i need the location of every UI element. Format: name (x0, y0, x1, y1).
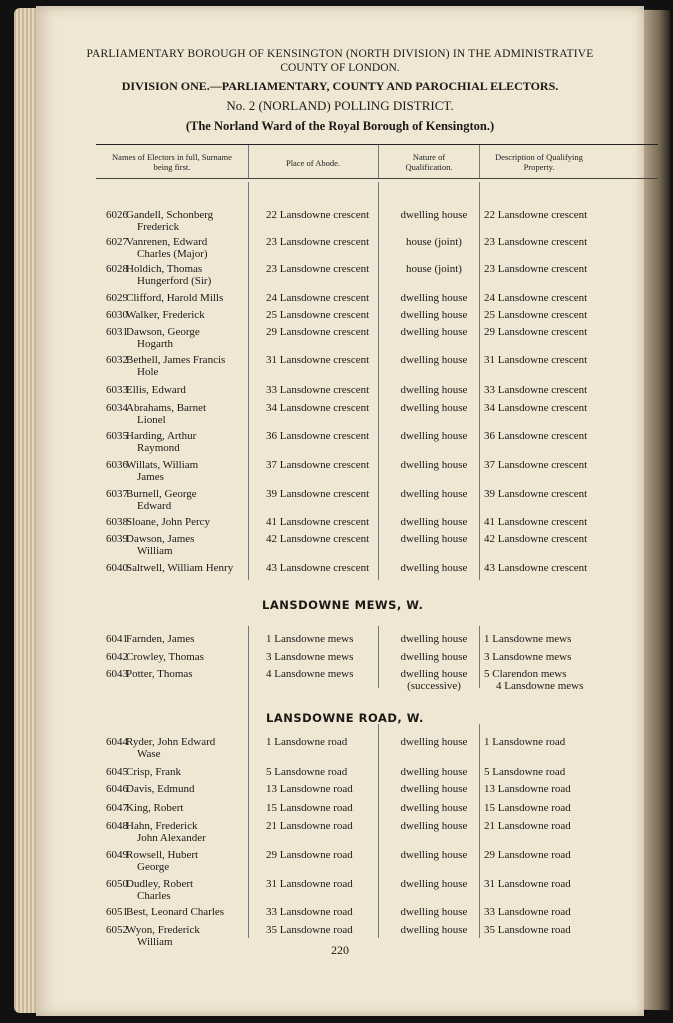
nature-of-qualification: house (joint) (406, 236, 462, 248)
nature-of-qualification-continued: (successive) (407, 680, 461, 692)
column-divider (248, 182, 249, 580)
column-divider (248, 626, 249, 688)
nature-of-qualification: dwelling house (400, 516, 468, 528)
qualifying-property: 15 Lansdowne road (484, 802, 571, 814)
place-of-abode: 41 Lansdowne crescent (266, 516, 370, 528)
nature-of-qualification: dwelling house (400, 906, 468, 918)
column-divider (248, 688, 249, 938)
place-of-abode: 15 Lansdowne road (266, 802, 353, 814)
elector-number: 6050 (106, 878, 128, 890)
elector-name: Dawson, James (126, 533, 195, 545)
page-number: 220 (331, 943, 349, 957)
header-line-polling-district: No. 2 (NORLAND) POLLING DISTRICT. (226, 98, 454, 113)
elector-name-continued: Hogarth (137, 338, 174, 350)
qualifying-property: 39 Lansdowne crescent (484, 488, 588, 500)
qualifying-property: 1 Lansdowne mews (484, 633, 572, 645)
qualifying-property: 43 Lansdowne crescent (484, 562, 588, 574)
qualifying-property: 25 Lansdowne crescent (484, 309, 588, 321)
elector-name: Holdich, Thomas (126, 263, 203, 275)
nature-of-qualification: dwelling house (400, 326, 468, 338)
column-divider (378, 724, 379, 938)
nature-of-qualification: dwelling house (400, 533, 468, 545)
qualifying-property: 3 Lansdowne mews (484, 651, 572, 663)
col-divider-1 (248, 145, 249, 178)
qualifying-property: 34 Lansdowne crescent (484, 402, 588, 414)
elector-number: 6035 (106, 430, 128, 442)
place-of-abode: 23 Lansdowne crescent (266, 236, 370, 248)
elector-name-continued: Wase (137, 748, 161, 760)
elector-name-continued: George (137, 861, 170, 873)
col-header-nature: Nature of Qualification. (405, 152, 453, 172)
nature-of-qualification: dwelling house (400, 209, 468, 221)
elector-number: 6026 (106, 209, 128, 221)
elector-name: Best, Leonard Charles (126, 906, 225, 918)
nature-of-qualification: dwelling house (400, 924, 468, 936)
place-of-abode: 21 Lansdowne road (266, 820, 353, 832)
elector-number: 6030 (106, 309, 128, 321)
elector-number: 6037 (106, 488, 128, 500)
elector-number: 6036 (106, 459, 128, 471)
col-header-names: Names of Electors in full, Surname being first. (112, 152, 232, 172)
elector-number: 6039 (106, 533, 128, 545)
place-of-abode: 5 Lansdowne road (266, 766, 348, 778)
nature-of-qualification: dwelling house (400, 488, 468, 500)
elector-number: 6041 (106, 633, 128, 645)
register-page (36, 6, 644, 1016)
elector-name-continued: William (137, 545, 173, 557)
header-line-division: DIVISION ONE.—PARLIAMENTARY, COUNTY AND PAROCHIAL ELECTORS. (121, 79, 559, 93)
book-binding-edge (642, 10, 670, 1010)
qualifying-property: 5 Lansdowne road (484, 766, 566, 778)
nature-of-qualification: house (joint) (406, 263, 462, 275)
qualifying-property: 13 Lansdowne road (484, 783, 571, 795)
elector-name: Davis, Edmund (126, 783, 195, 795)
place-of-abode: 24 Lansdowne crescent (266, 292, 370, 304)
nature-of-qualification: dwelling house (400, 292, 468, 304)
qualifying-property: 29 Lansdowne crescent (484, 326, 588, 338)
nature-of-qualification: dwelling house (400, 309, 468, 321)
place-of-abode: 25 Lansdowne crescent (266, 309, 370, 321)
qualifying-property: 29 Lansdowne road (484, 849, 571, 861)
place-of-abode: 3 Lansdowne mews (266, 651, 354, 663)
nature-of-qualification: dwelling house (400, 384, 468, 396)
elector-name: Dudley, Robert (126, 878, 194, 890)
elector-name: Gandell, Schonberg (126, 209, 214, 221)
qualifying-property: 1 Lansdowne road (484, 736, 566, 748)
elector-name: Wyon, Frederick (126, 924, 200, 936)
place-of-abode: 33 Lansdowne road (266, 906, 353, 918)
elector-name: Rowsell, Hubert (126, 849, 199, 861)
qualifying-property: 22 Lansdowne crescent (484, 209, 588, 221)
col-divider-2 (378, 145, 379, 178)
place-of-abode: 37 Lansdowne crescent (266, 459, 370, 471)
nature-of-qualification: dwelling house (400, 878, 468, 890)
elector-name: Ryder, John Edward (126, 736, 216, 748)
place-of-abode: 23 Lansdowne crescent (266, 263, 370, 275)
elector-number: 6033 (106, 384, 128, 396)
header-line-county: COUNTY OF LONDON. (280, 62, 400, 74)
elector-name-continued: Lionel (137, 414, 166, 426)
nature-of-qualification: dwelling house (400, 849, 468, 861)
place-of-abode: 43 Lansdowne crescent (266, 562, 370, 574)
elector-name: Hahn, Frederick (126, 820, 198, 832)
elector-name-continued: Charles (Major) (137, 248, 208, 260)
elector-number: 6052 (106, 924, 128, 936)
qualifying-property: 33 Lansdowne crescent (484, 384, 588, 396)
elector-name: Dawson, George (126, 326, 200, 338)
qualifying-property: 41 Lansdowne crescent (484, 516, 588, 528)
elector-number: 6048 (106, 820, 128, 832)
qualifying-property: 23 Lansdowne crescent (484, 263, 588, 275)
qualifying-property: 23 Lansdowne crescent (484, 236, 588, 248)
nature-of-qualification: dwelling house (400, 651, 468, 663)
place-of-abode: 4 Lansdowne mews (266, 668, 354, 680)
street-section-heading: LANSDOWNE ROAD, W. (266, 711, 424, 725)
nature-of-qualification: dwelling house (400, 430, 468, 442)
place-of-abode: 22 Lansdowne crescent (266, 209, 370, 221)
street-section-heading: LANSDOWNE MEWS, W. (262, 598, 424, 612)
nature-of-qualification: dwelling house (400, 766, 468, 778)
elector-name: Abrahams, Barnet (126, 402, 207, 414)
place-of-abode: 33 Lansdowne crescent (266, 384, 370, 396)
elector-number: 6047 (106, 802, 128, 814)
nature-of-qualification: dwelling house (400, 459, 468, 471)
qualifying-property: 5 Clarendon mews (484, 668, 567, 680)
elector-name-continued: Charles (137, 890, 171, 902)
elector-name: Sloane, John Percy (126, 516, 211, 528)
place-of-abode: 29 Lansdowne crescent (266, 326, 370, 338)
nature-of-qualification: dwelling house (400, 783, 468, 795)
column-divider (378, 626, 379, 688)
place-of-abode: 1 Lansdowne road (266, 736, 348, 748)
qualifying-property: 35 Lansdowne road (484, 924, 571, 936)
elector-number: 6044 (106, 736, 128, 748)
elector-number: 6028 (106, 263, 128, 275)
nature-of-qualification: dwelling house (400, 633, 468, 645)
elector-number: 6049 (106, 849, 128, 861)
place-of-abode: 39 Lansdowne crescent (266, 488, 370, 500)
elector-name-continued: Hungerford (Sir) (137, 275, 212, 287)
elector-number: 6034 (106, 402, 128, 414)
elector-name: King, Robert (126, 802, 184, 814)
elector-name-continued: Raymond (137, 442, 180, 454)
nature-of-qualification: dwelling house (400, 802, 468, 814)
elector-number: 6029 (106, 292, 128, 304)
elector-name: Saltwell, William Henry (126, 562, 234, 574)
elector-name-continued: John Alexander (137, 832, 206, 844)
place-of-abode: 36 Lansdowne crescent (266, 430, 370, 442)
elector-name-continued: Edward (137, 500, 172, 512)
place-of-abode: 31 Lansdowne road (266, 878, 353, 890)
col-header-description: Description of Qualifying Property. (495, 152, 583, 172)
elector-name: Burnell, George (126, 488, 197, 500)
qualifying-property: 33 Lansdowne road (484, 906, 571, 918)
elector-name: Crowley, Thomas (126, 651, 204, 663)
table-top-rule (96, 144, 658, 145)
elector-name: Potter, Thomas (126, 668, 193, 680)
table-header-rule (96, 178, 658, 179)
elector-name: Clifford, Harold Mills (126, 292, 224, 304)
elector-name: Crisp, Frank (126, 766, 181, 778)
qualifying-property: 36 Lansdowne crescent (484, 430, 588, 442)
place-of-abode: 1 Lansdowne mews (266, 633, 354, 645)
col-divider-3 (479, 145, 480, 178)
nature-of-qualification: dwelling house (400, 736, 468, 748)
qualifying-property: 31 Lansdowne crescent (484, 354, 588, 366)
nature-of-qualification: dwelling house (400, 668, 468, 680)
place-of-abode: 34 Lansdowne crescent (266, 402, 370, 414)
elector-number: 6042 (106, 651, 128, 663)
elector-name: Willats, William (126, 459, 199, 471)
elector-number: 6027 (106, 236, 128, 248)
nature-of-qualification: dwelling house (400, 820, 468, 832)
elector-name-continued: Frederick (137, 221, 180, 233)
place-of-abode: 13 Lansdowne road (266, 783, 353, 795)
qualifying-property: 31 Lansdowne road (484, 878, 571, 890)
qualifying-property: 37 Lansdowne crescent (484, 459, 588, 471)
elector-name-continued: James (137, 471, 164, 483)
nature-of-qualification: dwelling house (400, 354, 468, 366)
elector-name: Walker, Frederick (126, 309, 205, 321)
qualifying-property-continued: 4 Lansdowne mews (496, 680, 584, 692)
col-header-abode: Place of Abode. (285, 158, 341, 168)
place-of-abode: 31 Lansdowne crescent (266, 354, 370, 366)
header-line-borough: PARLIAMENTARY BOROUGH OF KENSINGTON (NORTH DIVISION) IN THE ADMINISTRATIVE (86, 48, 594, 60)
qualifying-property: 21 Lansdowne road (484, 820, 571, 832)
elector-name: Farnden, James (126, 633, 195, 645)
qualifying-property: 24 Lansdowne crescent (484, 292, 588, 304)
elector-name: Vanrenen, Edward (126, 236, 208, 248)
elector-number: 6032 (106, 354, 128, 366)
header-line-ward: (The Norland Ward of the Royal Borough of Kensington.) (185, 119, 495, 133)
qualifying-property: 42 Lansdowne crescent (484, 533, 588, 545)
place-of-abode: 29 Lansdowne road (266, 849, 353, 861)
elector-name-continued: William (137, 936, 173, 948)
elector-number: 6040 (106, 562, 128, 574)
elector-number: 6051 (106, 906, 128, 918)
column-divider (378, 182, 379, 580)
elector-number: 6031 (106, 326, 128, 338)
elector-name: Harding, Arthur (126, 430, 197, 442)
elector-number: 6043 (106, 668, 128, 680)
elector-number: 6038 (106, 516, 128, 528)
place-of-abode: 35 Lansdowne road (266, 924, 353, 936)
elector-name: Bethell, James Francis (126, 354, 226, 366)
elector-number: 6045 (106, 766, 128, 778)
nature-of-qualification: dwelling house (400, 562, 468, 574)
elector-name: Ellis, Edward (126, 384, 186, 396)
elector-number: 6046 (106, 783, 128, 795)
elector-name-continued: Hole (137, 366, 159, 378)
nature-of-qualification: dwelling house (400, 402, 468, 414)
place-of-abode: 42 Lansdowne crescent (266, 533, 370, 545)
